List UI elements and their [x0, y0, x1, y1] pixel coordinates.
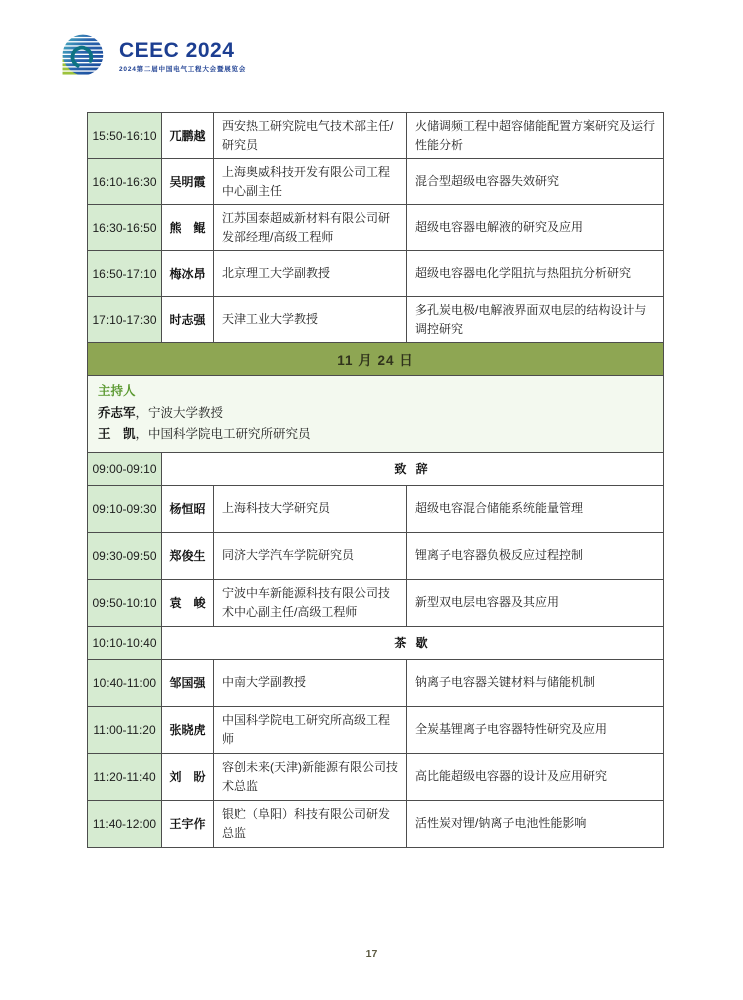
time-cell: 16:30-16:50	[88, 205, 162, 251]
session-row	[88, 485, 664, 532]
host-affiliation: 中国科学院电工研究所研究员	[148, 427, 311, 441]
ceec-logo	[62, 30, 246, 76]
session-row	[88, 251, 664, 297]
date-header-cell: 11 月 24 日	[88, 343, 664, 376]
speaker-name-cell: 邹国强	[162, 659, 214, 706]
affiliation-cell: 天津工业大学教授	[214, 297, 407, 343]
host-line	[98, 424, 653, 446]
tea-break-label: 茶 歇	[162, 626, 664, 659]
affiliation-cell: 中国科学院电工研究所高级工程师	[214, 706, 407, 753]
host-line	[98, 403, 653, 425]
talk-title-cell: 超级电容器电化学阻抗与热阻抗分析研究	[407, 251, 664, 297]
time-cell: 09:10-09:30	[88, 485, 162, 532]
talk-title-cell: 超级电容混合储能系统能量管理	[407, 485, 664, 532]
session-row	[88, 297, 664, 343]
session-row	[88, 753, 664, 800]
speaker-name-cell: 张晓虎	[162, 706, 214, 753]
affiliation-cell: 同济大学汽车学院研究员	[214, 532, 407, 579]
opening-label: 致 辞	[162, 452, 664, 485]
affiliation-cell: 上海科技大学研究员	[214, 485, 407, 532]
talk-title-cell: 锂离子电容器负极反应过程控制	[407, 532, 664, 579]
time-cell: 16:10-16:30	[88, 159, 162, 205]
time-cell: 09:50-10:10	[88, 579, 162, 626]
schedule-table	[87, 112, 664, 848]
time-cell: 10:40-11:00	[88, 659, 162, 706]
affiliation-cell: 上海奥威科技开发有限公司工程中心副主任	[214, 159, 407, 205]
speaker-name-cell: 袁 峻	[162, 579, 214, 626]
speaker-name-cell: 梅冰昂	[162, 251, 214, 297]
logo-title: CEEC 2024	[119, 39, 235, 62]
talk-title-cell: 新型双电层电容器及其应用	[407, 579, 664, 626]
talk-title-cell: 火储调频工程中超容储能配置方案研究及运行性能分析	[407, 113, 664, 159]
session-row	[88, 159, 664, 205]
tea-break-row	[88, 626, 664, 659]
session-row	[88, 659, 664, 706]
affiliation-cell: 中南大学副教授	[214, 659, 407, 706]
affiliation-cell: 宁波中车新能源科技有限公司技术中心副主任/高级工程师	[214, 579, 407, 626]
affiliation-cell: 江苏国泰超威新材料有限公司研发部经理/高级工程师	[214, 205, 407, 251]
time-cell: 16:50-17:10	[88, 251, 162, 297]
host-affiliation: 宁波大学教授	[148, 405, 224, 420]
hosts-cell	[88, 376, 664, 453]
talk-title-cell: 高比能超级电容器的设计及应用研究	[407, 753, 664, 800]
time-cell: 11:00-11:20	[88, 706, 162, 753]
speaker-name-cell: 郑俊生	[162, 532, 214, 579]
speaker-name-cell: 熊 鲲	[162, 205, 214, 251]
talk-title-cell: 超级电容器电解液的研究及应用	[407, 205, 664, 251]
talk-title-cell: 钠离子电容器关键材料与储能机制	[407, 659, 664, 706]
affiliation-cell: 北京理工大学副教授	[214, 251, 407, 297]
hosts-row	[88, 376, 664, 453]
session-row	[88, 579, 664, 626]
host-name: 王 凯	[98, 427, 136, 441]
speaker-name-cell: 杨恒昭	[162, 485, 214, 532]
page-number: 17	[365, 948, 378, 960]
affiliation-cell: 银贮（阜阳）科技有限公司研发总监	[214, 800, 407, 847]
time-cell: 11:40-12:00	[88, 800, 162, 847]
globe-stripes-icon	[62, 34, 108, 76]
time-cell: 11:20-11:40	[88, 753, 162, 800]
logo-text	[119, 40, 246, 73]
speaker-name-cell: 吴明霞	[162, 159, 214, 205]
talk-title-cell: 多孔炭电极/电解液界面双电层的结构设计与调控研究	[407, 297, 664, 343]
session-row	[88, 205, 664, 251]
talk-title-cell: 全炭基锂离子电容器特性研究及应用	[407, 706, 664, 753]
host-separator: ，	[135, 405, 149, 420]
affiliation-cell: 西安热工研究院电气技术部主任/研究员	[214, 113, 407, 159]
logo-subtitle: 2024第二届中国电气工程大会暨展览会	[119, 66, 247, 74]
speaker-name-cell: 时志强	[162, 297, 214, 343]
session-row	[88, 532, 664, 579]
time-cell: 09:30-09:50	[88, 532, 162, 579]
speaker-name-cell: 兀鹏越	[162, 113, 214, 159]
host-name: 乔志军	[98, 405, 136, 420]
session-row	[88, 800, 664, 847]
talk-title-cell: 活性炭对锂/钠离子电池性能影响	[407, 800, 664, 847]
time-cell: 15:50-16:10	[88, 113, 162, 159]
date-header-row	[88, 343, 664, 376]
talk-title-cell: 混合型超级电容器失效研究	[407, 159, 664, 205]
speaker-name-cell: 王宇作	[162, 800, 214, 847]
host-label: 主持人	[98, 384, 136, 398]
opening-row	[88, 452, 664, 485]
host-separator: ，	[135, 427, 149, 441]
time-cell: 09:00-09:10	[88, 452, 162, 485]
speaker-name-cell: 刘 盼	[162, 753, 214, 800]
affiliation-cell: 容创未来(天津)新能源有限公司技术总监	[214, 753, 407, 800]
time-cell: 17:10-17:30	[88, 297, 162, 343]
session-row	[88, 113, 664, 159]
session-row	[88, 706, 664, 753]
time-cell: 10:10-10:40	[88, 626, 162, 659]
